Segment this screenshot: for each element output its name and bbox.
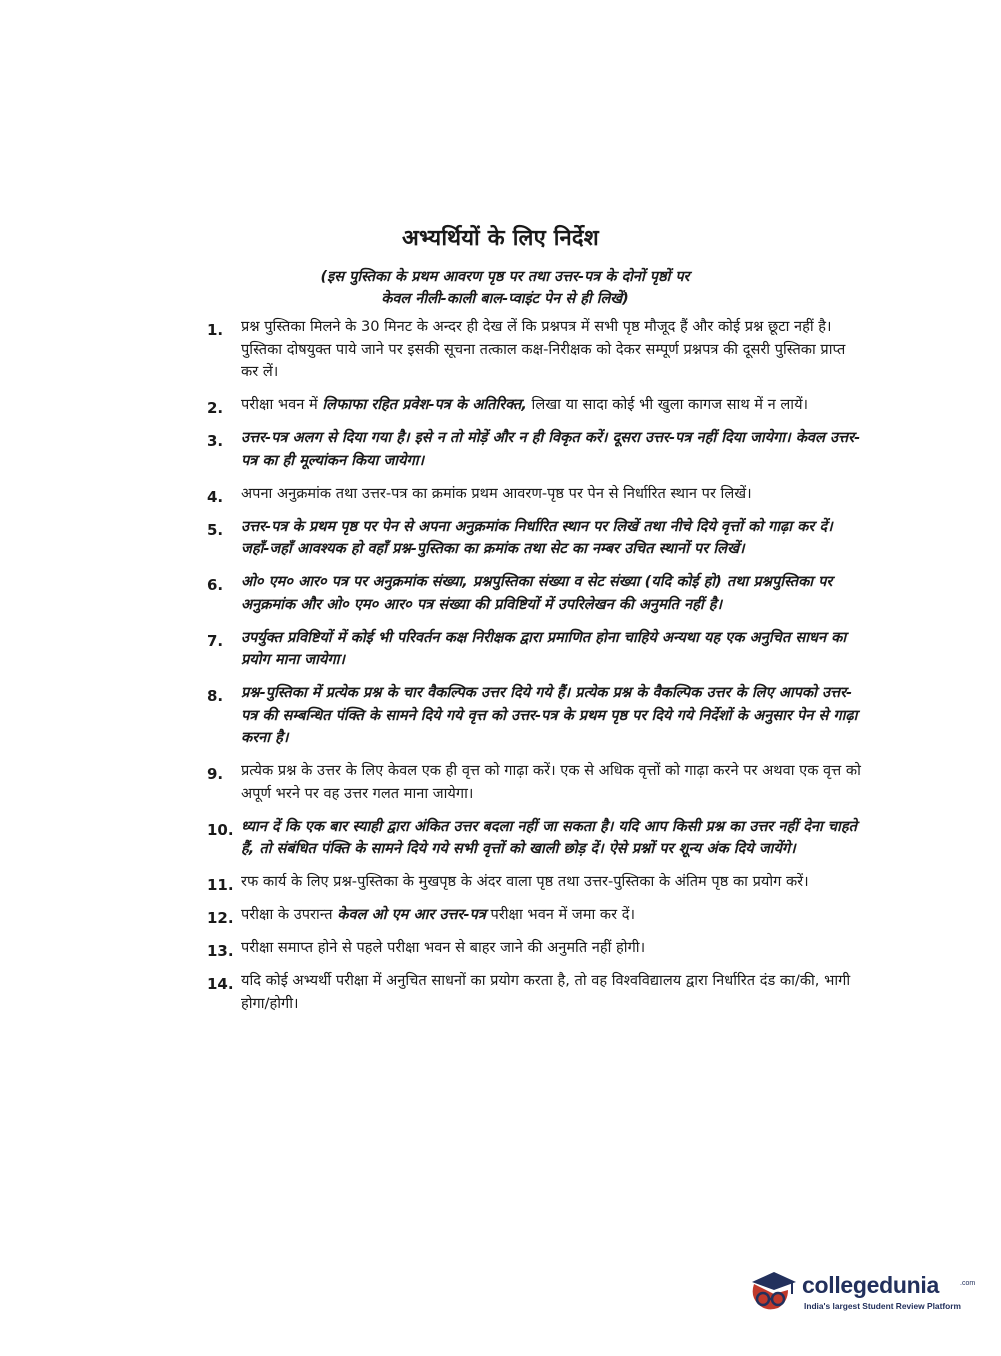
instruction-number: 6.: [207, 576, 224, 594]
page-title: अभ्यर्थियों के लिए निर्देश: [402, 226, 599, 251]
instruction-text: [241, 396, 808, 413]
instruction-item-3: [205, 427, 865, 472]
instruction-item-8: [205, 682, 865, 750]
instruction-number: 2.: [207, 399, 224, 417]
brand-tagline: India's largest Student Review Platform: [804, 1301, 961, 1311]
collegedunia-watermark: [744, 1268, 974, 1318]
instruction-number: 4.: [207, 487, 224, 506]
page-subtitle: [250, 266, 760, 310]
instruction-item-10: [205, 816, 865, 861]
instruction-text: यदि कोई अभ्यर्थी परीक्षा में अनुचित साधनों का प्रयोग करता है, तो वह विश्वविद्यालय द्वारा निर्धारित दंड का/की, भागी होगा/होगी।: [241, 972, 851, 1012]
instruction-item-12: [205, 904, 865, 927]
instruction-text: ओ० एम० आर० पत्र पर अनुक्रमांक संख्या, प्रश्नपुस्तिका संख्या व सेट संख्या (यदि कोई हो) तथा प्रश्नपुस्तिका पर अनुक्रमांक और ओ० एम० आर० पत्र संख्या की प्रविष्टियों में उपरिलेखन की अनुमति नहीं है।: [241, 573, 833, 613]
instruction-text: उपर्युक्त प्रविष्टियों में कोई भी परिवर्तन कक्ष निरीक्षक द्वारा प्रमाणित होना चाहिये अन्यथा यह एक अनुचित साधन का प्रयोग माना जायेगा।: [241, 628, 847, 668]
instruction-item-4: [205, 483, 865, 506]
instruction-number: 10.: [207, 820, 234, 839]
instruction-text-part: परीक्षा के उपरान्त: [241, 906, 338, 923]
subtitle-line-1: (इस पुस्तिका के प्रथम आवरण पृष्ठ पर तथा उत्तर-पत्र के दोनों पृष्ठों पर: [320, 269, 690, 285]
instruction-text: प्रश्न-पुस्तिका में प्रत्येक प्रश्न के चार वैकल्पिक उत्तर दिये गये हैं। प्रत्येक प्रश्न के वैकल्पिक उत्तर के लिए आपको उत्तर-पत्र की सम्बन्धित पंक्ति के सामने दिये गये वृत्त को उत्तर-पत्र के प्रथम पृष्ठ पर दिये गये निर्देशों के अनुसार पेन से गाढ़ा करना है।: [241, 684, 858, 746]
instruction-number: 1.: [207, 321, 224, 339]
brand-domain-suffix: .com: [960, 1280, 976, 1287]
instruction-text: उत्तर-पत्र के प्रथम पृष्ठ पर पेन से अपना अनुक्रमांक निर्धारित स्थान पर लिखें तथा नीचे दिये वृत्तों को गाढ़ा कर दें। जहाँ-जहाँ आवश्यक हो वहाँ प्रश्न-पुस्तिका का क्रमांक तथा सेट का नम्बर उचित स्थानों पर लिखें।: [241, 517, 833, 557]
instruction-item-13: [205, 937, 865, 960]
instruction-number: 14.: [207, 975, 234, 993]
instruction-item-1: [205, 316, 865, 384]
instruction-number: 12.: [207, 909, 234, 927]
instruction-number: 5.: [207, 520, 224, 539]
instruction-number: 7.: [207, 631, 224, 650]
subtitle-line-2: केवल नीली-काली बाल-प्वाइंट पेन से ही लिखें): [381, 291, 629, 307]
instruction-text: अपना अनुक्रमांक तथा उत्तर-पत्र का क्रमांक प्रथम आवरण-पृष्ठ पर पेन से निर्धारित स्थान पर लिखें।: [241, 484, 752, 502]
instruction-number: 3.: [207, 432, 224, 450]
instruction-text: ध्यान दें कि एक बार स्याही द्वारा अंकित उत्तर बदला नहीं जा सकता है। यदि आप किसी प्रश्न का उत्तर नहीं देना चाहते हैं, तो संबंधित पंक्ति के सामने दिये गये सभी वृत्तों को खाली छोड़ दें। ऐसे प्रश्नों पर शून्य अंक दिये जायेंगे।: [241, 817, 857, 857]
instruction-emphasis: लिफाफा रहित प्रवेश-पत्र के अतिरिक्त,: [322, 396, 527, 413]
instruction-text: [241, 906, 635, 923]
brand-name: collegedunia: [802, 1272, 939, 1298]
instruction-text: परीक्षा समाप्त होने से पहले परीक्षा भवन से बाहर जाने की अनुमति नहीं होगी।: [241, 939, 646, 956]
instruction-item-2: [205, 394, 865, 417]
instruction-item-7: [205, 627, 865, 672]
instruction-text-part: लिखा या सादा कोई भी खुला कागज साथ में न लायें।: [526, 396, 809, 413]
instruction-number: 13.: [207, 942, 234, 960]
instruction-text: प्रत्येक प्रश्न के उत्तर के लिए केवल एक ही वृत्त को गाढ़ा करें। एक से अधिक वृत्तों को गाढ़ा करने पर अथवा एक वृत्त को अपूर्ण भरने पर वह उत्तर गलत माना जायेगा।: [241, 762, 861, 802]
instruction-item-5: [205, 516, 865, 561]
instruction-number: 8.: [207, 687, 224, 705]
instruction-text: उत्तर-पत्र अलग से दिया गया है। इसे न तो मोड़ें और न ही विकृत करें। दूसरा उत्तर-पत्र नहीं दिया जायेगा। केवल उत्तर-पत्र का ही मूल्यांकन किया जायेगा।: [241, 429, 861, 469]
instruction-number: 9.: [207, 765, 224, 783]
instructions-list: [205, 316, 865, 1026]
instruction-text-part: परीक्षा भवन में जमा कर दें।: [485, 906, 635, 923]
instruction-text: रफ कार्य के लिए प्रश्न-पुस्तिका के मुखपृष्ठ के अंदर वाला पृष्ठ तथा उत्तर-पुस्तिका के अंतिम पृष्ठ का प्रयोग करें।: [241, 873, 809, 890]
student-mascot-icon: [744, 1268, 800, 1314]
instruction-item-11: [205, 871, 865, 894]
instruction-text: प्रश्न पुस्तिका मिलने के 30 मिनट के अन्दर ही देख लें कि प्रश्नपत्र में सभी पृष्ठ मौजूद हैं और कोई प्रश्न छूटा नहीं है। पुस्तिका दोषयुक्त पाये जाने पर इसकी सूचना तत्काल कक्ष-निरीक्षक को देकर सम्पूर्ण प्रश्नपत्र की दूसरी पुस्तिका प्राप्त कर लें।: [241, 318, 846, 380]
instruction-emphasis: केवल ओ एम आर उत्तर-पत्र: [337, 906, 486, 923]
instruction-item-9: [205, 760, 865, 805]
instruction-text-part: परीक्षा भवन में: [241, 396, 323, 413]
instruction-item-14: [205, 970, 865, 1015]
instruction-item-6: [205, 571, 865, 616]
instruction-number: 11.: [207, 876, 234, 894]
